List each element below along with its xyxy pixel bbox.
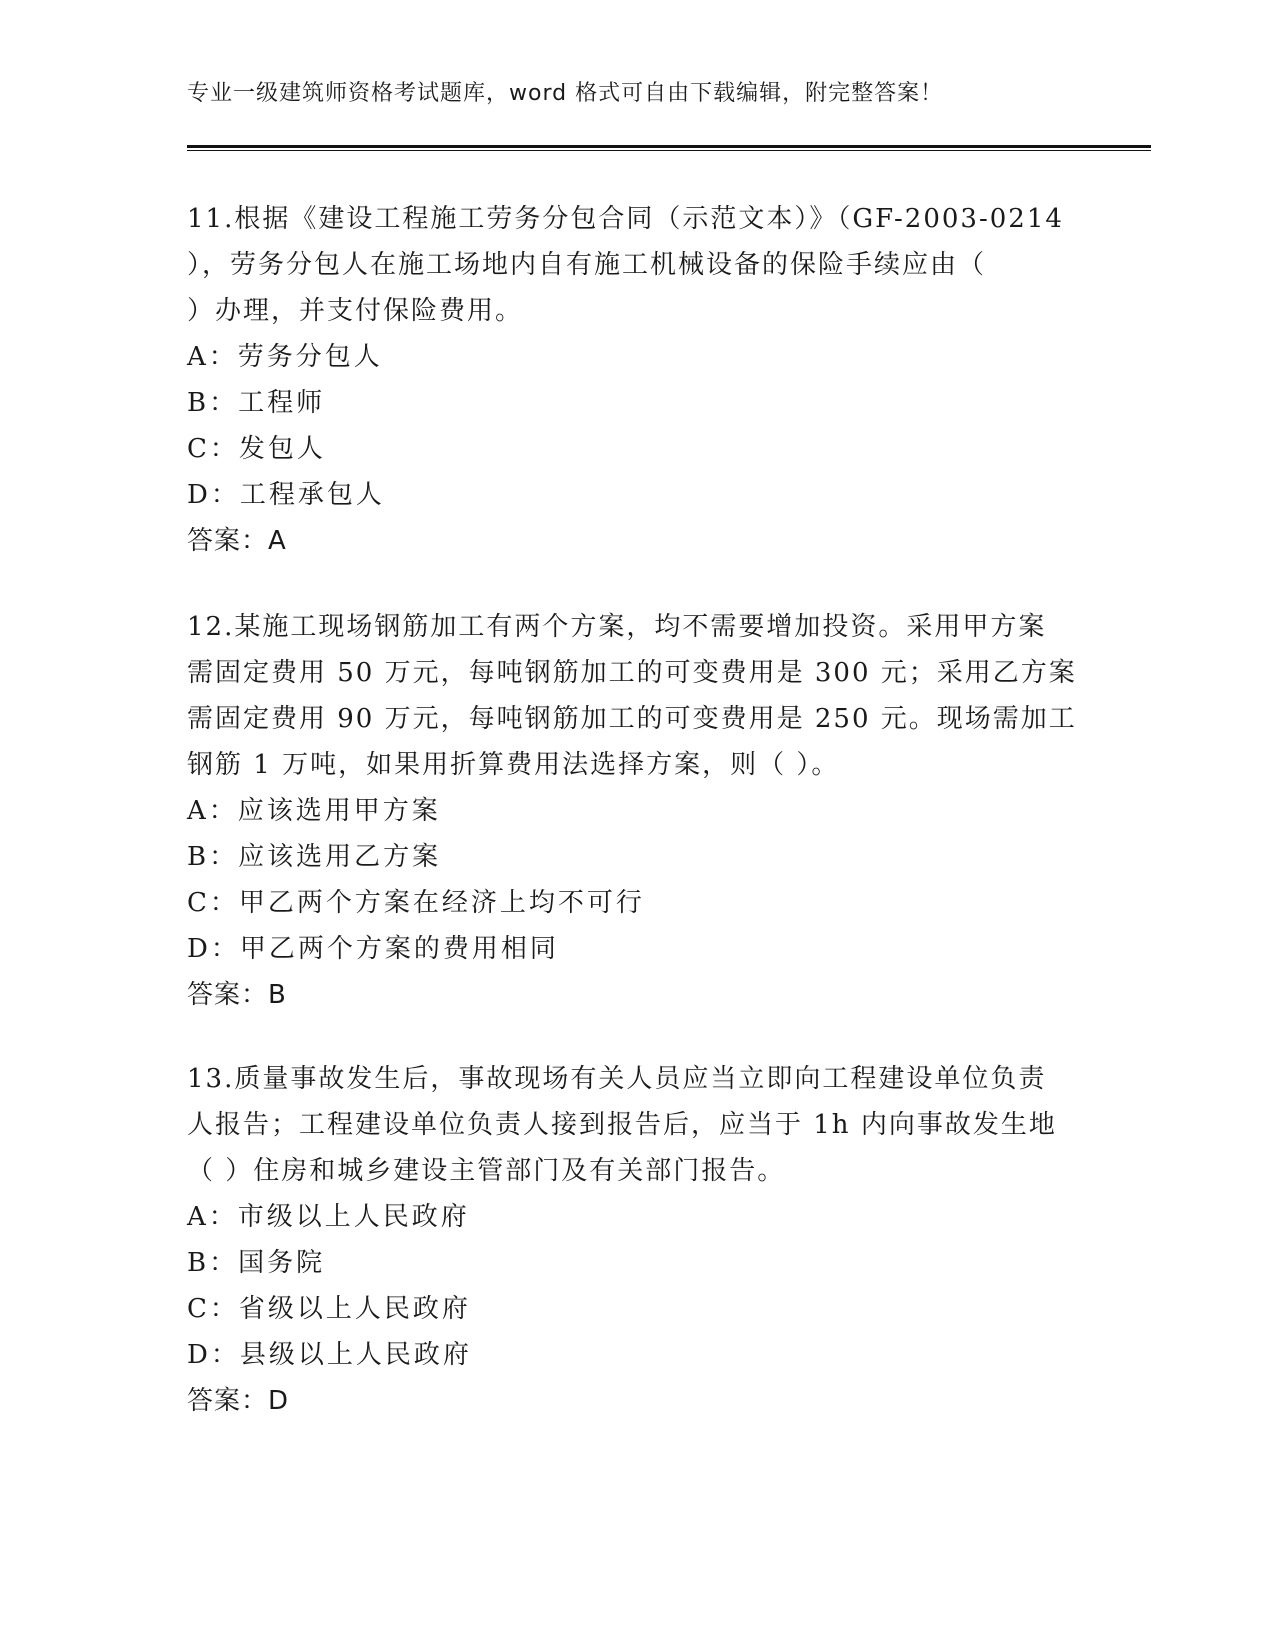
question-text-line: ），劳务分包人在施工场地内自有施工机械设备的保险手续应由（ [187, 250, 987, 280]
question-text-line: 12.某施工现场钢筋加工有两个方案，均不需要增加投资。采用甲方案 [187, 612, 1047, 642]
option-b: B：国务院 [187, 1248, 326, 1278]
question-13 [187, 1056, 1077, 1424]
answer: 答案：D [187, 1386, 290, 1416]
answer: 答案：B [187, 980, 287, 1010]
question-text-line: 人报告；工程建设单位负责人接到报告后，应当于 1h 内向事故发生地 [187, 1110, 1057, 1140]
question-text-line: 11.根据《建设工程施工劳务分包合同（示范文本）》（GF-2003-0214 [187, 204, 1064, 234]
option-d: D：县级以上人民政府 [187, 1340, 472, 1370]
question-text-line: ）办理，并支付保险费用。 [187, 296, 524, 326]
question-12 [187, 604, 1077, 1018]
question-11 [187, 196, 1077, 564]
question-text-line: 钢筋 1 万吨，如果用折算费用法选择方案，则（ ）。 [187, 750, 840, 780]
question-text-line: 13.质量事故发生后，事故现场有关人员应当立即向工程建设单位负责 [187, 1064, 1047, 1094]
option-b: B：应该选用乙方案 [187, 842, 442, 872]
header-divider [187, 145, 1151, 151]
option-d: D：工程承包人 [187, 480, 385, 510]
option-a: A：应该选用甲方案 [187, 796, 441, 826]
page-header: 专业一级建筑师资格考试题库，word 格式可自由下载编辑，附完整答案！ [187, 81, 944, 106]
option-c: C：省级以上人民政府 [187, 1294, 471, 1324]
question-text-line: 需固定费用 50 万元，每吨钢筋加工的可变费用是 300 元；采用乙方案 [187, 658, 1077, 688]
question-text-line: 需固定费用 90 万元，每吨钢筋加工的可变费用是 250 元。现场需加工 [187, 704, 1077, 734]
answer: 答案：A [187, 526, 287, 556]
option-a: A：市级以上人民政府 [187, 1202, 470, 1232]
option-a: A：劳务分包人 [187, 342, 383, 372]
option-c: C：甲乙两个方案在经济上均不可行 [187, 888, 645, 918]
question-text-line: （ ）住房和城乡建设主管部门及有关部门报告。 [187, 1156, 786, 1186]
option-c: C：发包人 [187, 434, 326, 464]
option-d: D：甲乙两个方案的费用相同 [187, 934, 559, 964]
option-b: B：工程师 [187, 388, 326, 418]
